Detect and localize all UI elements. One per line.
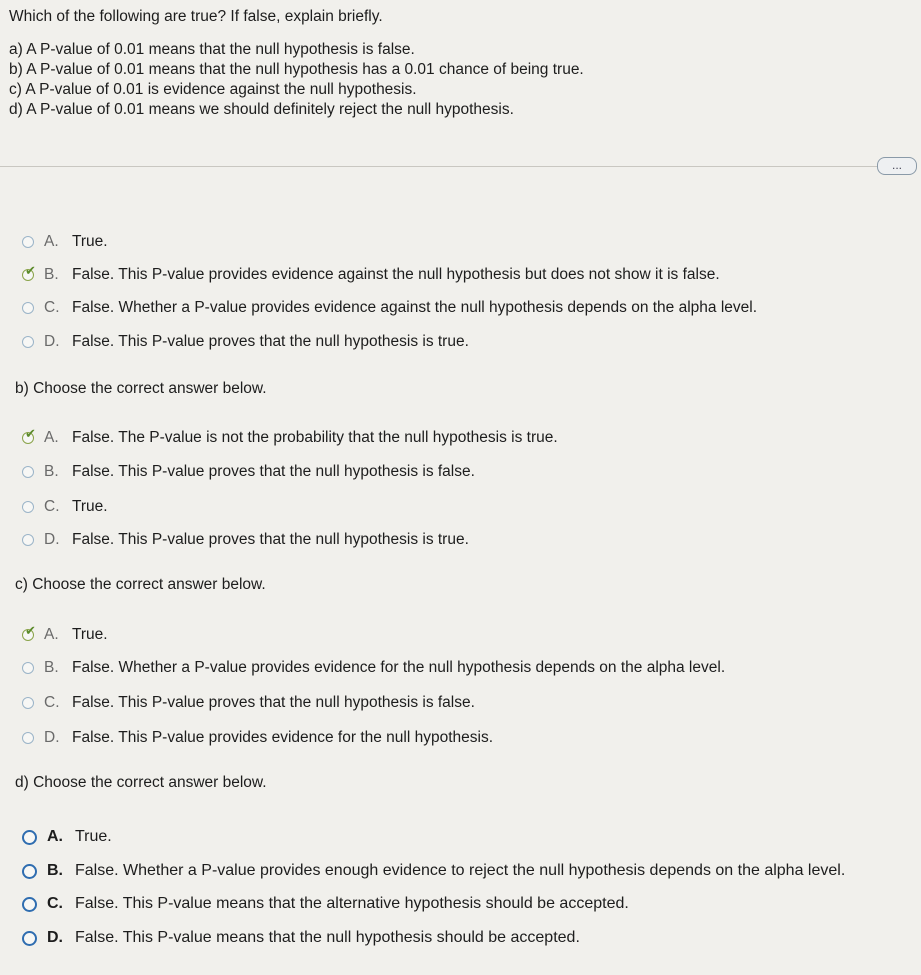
section-divider <box>0 166 878 167</box>
part-c-option-c[interactable]: C. False. This P-value proves that the null hypothesis is false. <box>22 692 475 714</box>
part-b-option-d[interactable]: D. False. This P-value proves that the null hypothesis is true. <box>22 529 469 551</box>
statement-c: c) A P-value of 0.01 is evidence against the null hypothesis. <box>9 81 417 98</box>
radio-icon[interactable] <box>22 662 34 674</box>
more-button[interactable]: ... <box>877 157 917 175</box>
statement-d: d) A P-value of 0.01 means we should definitely reject the null hypothesis. <box>9 101 514 118</box>
radio-icon[interactable] <box>22 697 34 709</box>
part-b-label: b) Choose the correct answer below. <box>15 380 267 397</box>
part-d-option-a[interactable]: A. True. <box>22 826 112 848</box>
part-d-option-d[interactable]: D. False. This P-value means that the null hypothesis should be accepted. <box>22 927 580 949</box>
part-d-label: d) Choose the correct answer below. <box>15 774 267 791</box>
radio-icon[interactable] <box>22 897 37 912</box>
radio-icon[interactable] <box>22 864 37 879</box>
part-b-option-c[interactable]: C. True. <box>22 496 108 518</box>
radio-icon[interactable] <box>22 830 37 845</box>
part-a-option-c[interactable]: C. False. Whether a P-value provides evidence against the null hypothesis depends on the alpha level. <box>22 297 757 319</box>
part-c-option-b[interactable]: B. False. Whether a P-value provides evidence for the null hypothesis depends on the alpha level. <box>22 657 725 679</box>
question-stem <box>9 8 584 120</box>
radio-icon[interactable] <box>22 501 34 513</box>
part-a-option-b[interactable]: ✔ B. False. This P-value provides evidence against the null hypothesis but does not show it is false. <box>22 264 720 286</box>
radio-icon[interactable] <box>22 466 34 478</box>
question-prompt: Which of the following are true? If false, explain briefly. <box>9 8 383 25</box>
radio-icon[interactable] <box>22 534 34 546</box>
radio-icon[interactable] <box>22 236 34 248</box>
part-a-option-a[interactable]: A. True. <box>22 231 108 253</box>
part-b-option-b[interactable]: B. False. This P-value proves that the null hypothesis is false. <box>22 461 475 483</box>
part-c-option-d[interactable]: D. False. This P-value provides evidence for the null hypothesis. <box>22 727 493 749</box>
radio-checked-icon[interactable] <box>22 629 34 641</box>
part-a-option-d[interactable]: D. False. This P-value proves that the null hypothesis is true. <box>22 331 469 353</box>
statement-a: a) A P-value of 0.01 means that the null hypothesis is false. <box>9 41 415 58</box>
radio-icon[interactable] <box>22 336 34 348</box>
part-d-option-b[interactable]: B. False. Whether a P-value provides enough evidence to reject the null hypothesis depends on the alpha level. <box>22 860 845 882</box>
radio-checked-icon[interactable] <box>22 269 34 281</box>
radio-icon[interactable] <box>22 302 34 314</box>
part-d-option-c[interactable]: C. False. This P-value means that the alternative hypothesis should be accepted. <box>22 893 629 915</box>
statement-b: b) A P-value of 0.01 means that the null hypothesis has a 0.01 chance of being true. <box>9 61 584 78</box>
part-b-option-a[interactable]: ✔ A. False. The P-value is not the probability that the null hypothesis is true. <box>22 427 558 449</box>
radio-icon[interactable] <box>22 732 34 744</box>
radio-icon[interactable] <box>22 931 37 946</box>
radio-checked-icon[interactable] <box>22 432 34 444</box>
part-c-option-a[interactable]: ✔ A. True. <box>22 624 108 646</box>
part-c-label: c) Choose the correct answer below. <box>15 576 266 593</box>
